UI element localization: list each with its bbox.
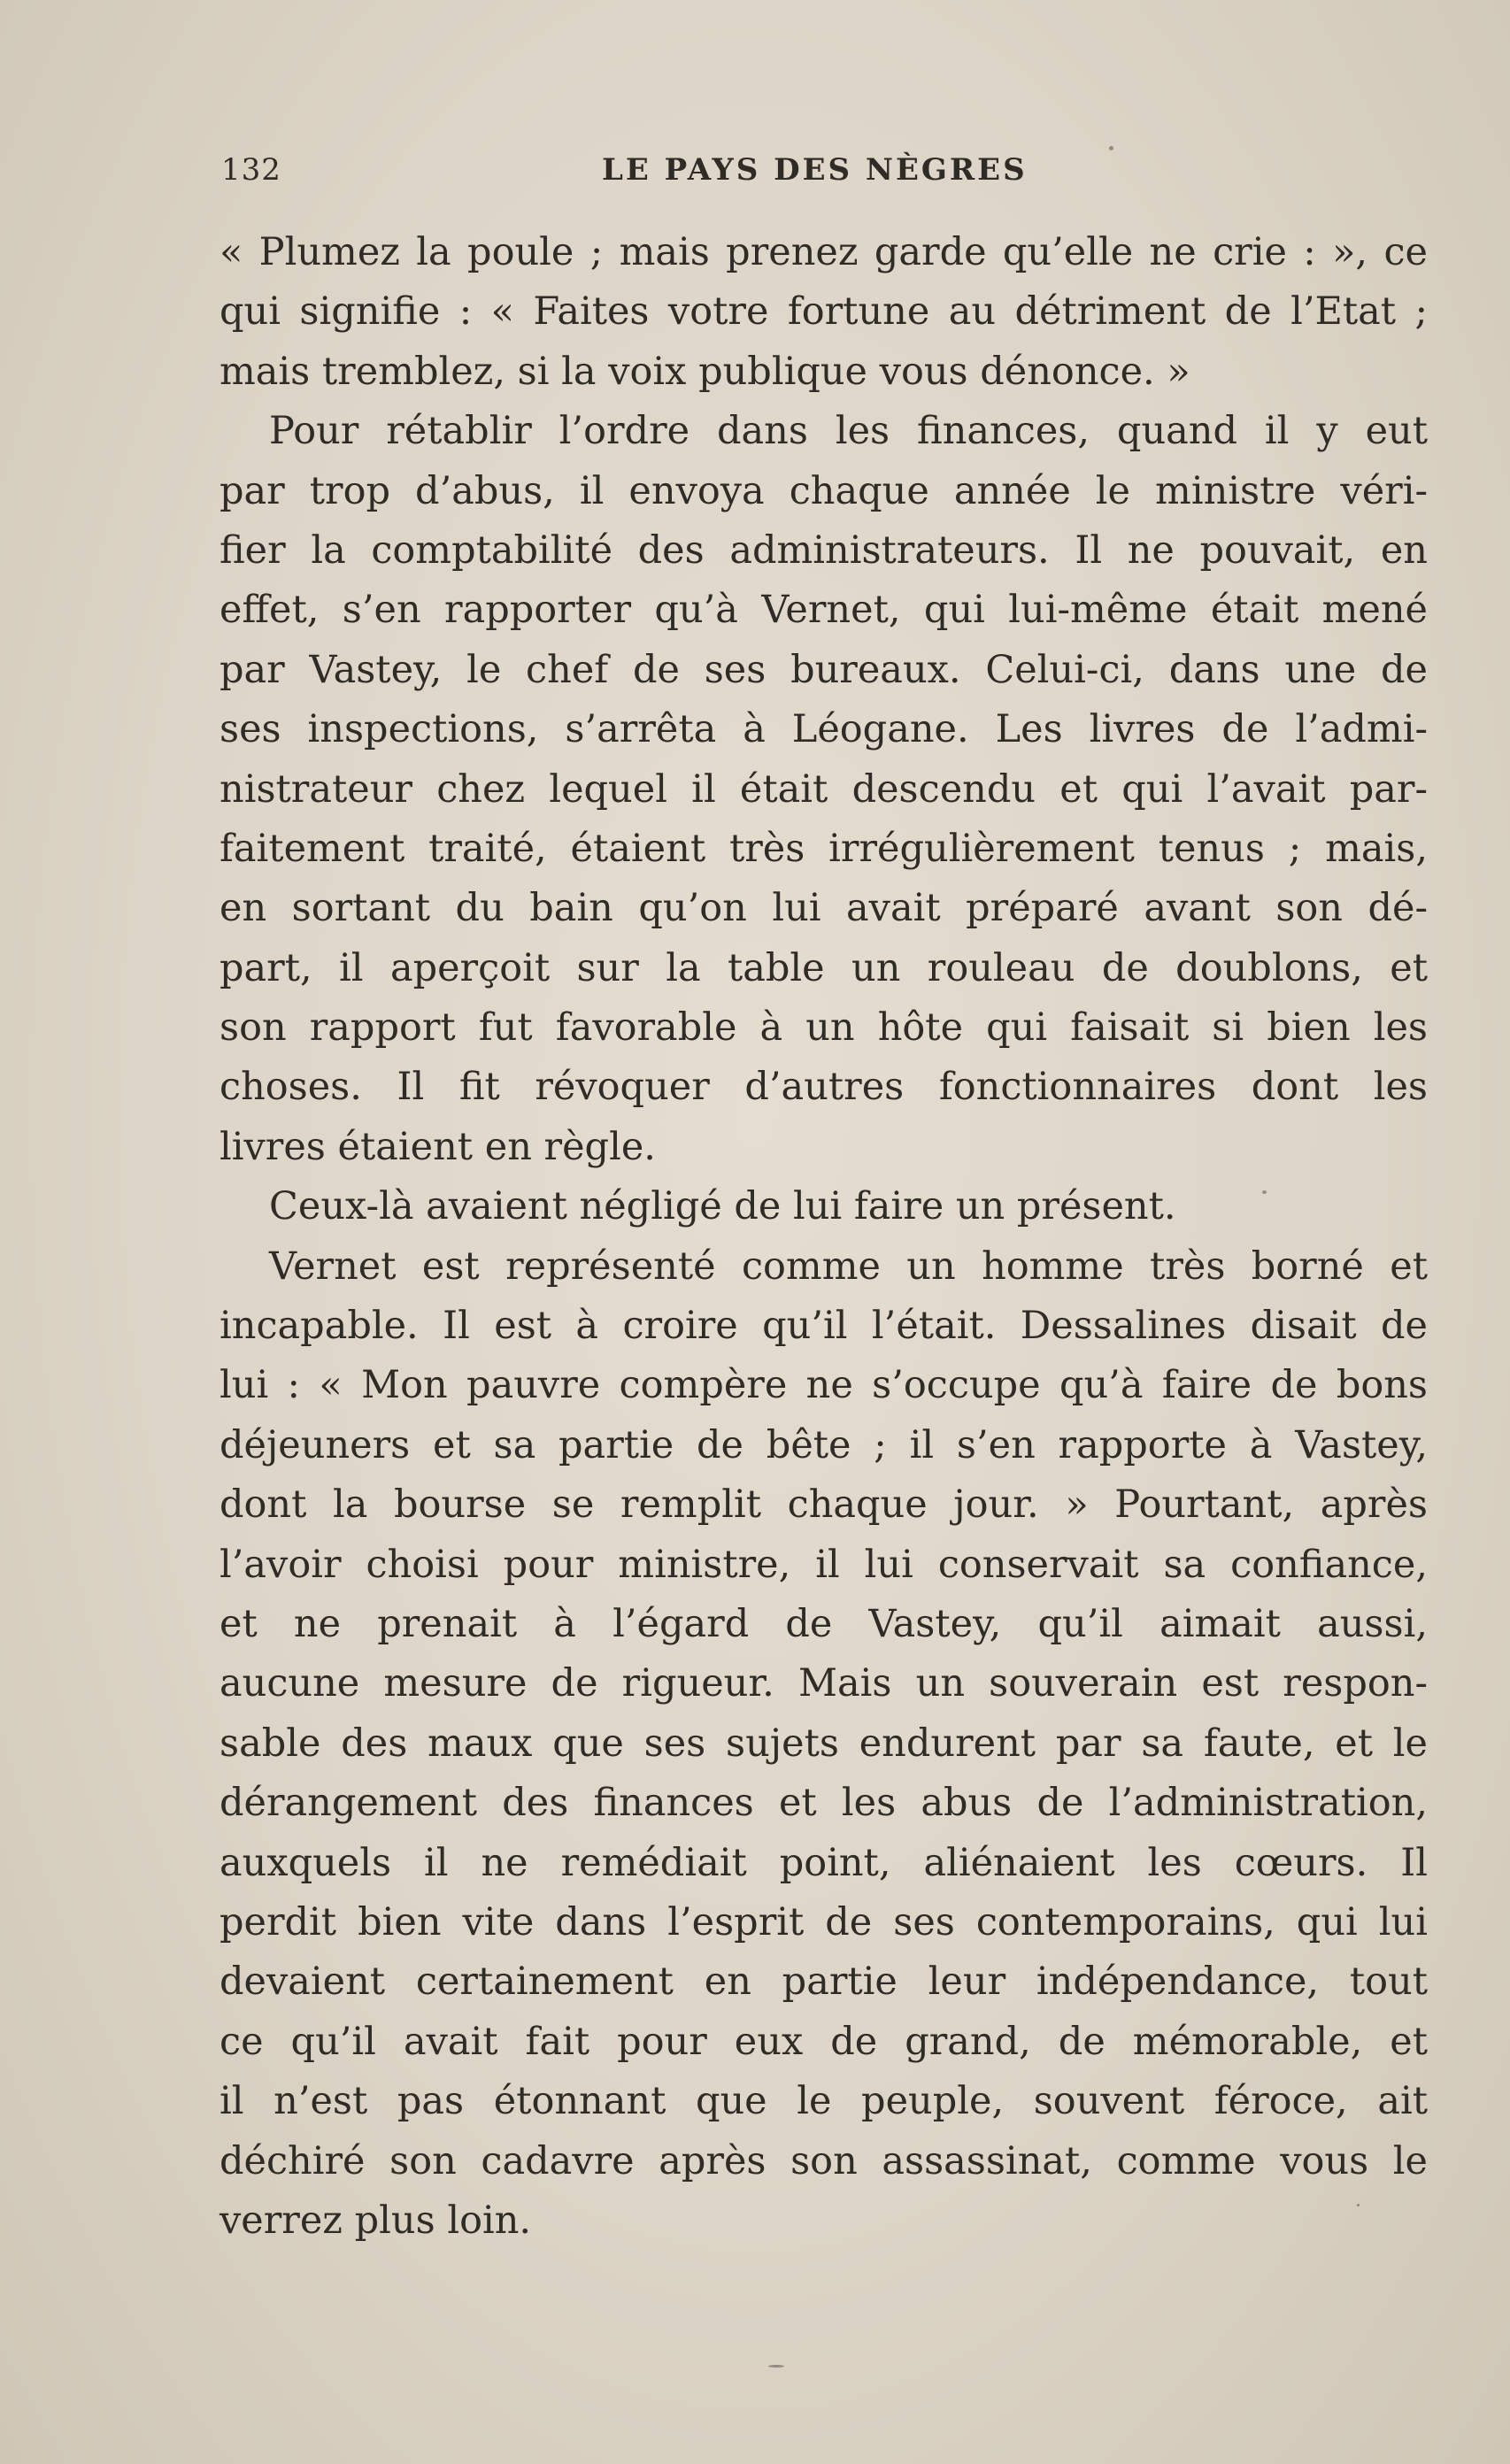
text-line: verrez plus loin.	[220, 2198, 532, 2243]
body-text	[220, 223, 1428, 2251]
paper-speck	[768, 2365, 784, 2368]
text-line: Pour rétablir l’ordre dans les finances, quand il y eut	[269, 409, 1428, 454]
text-line: effet, s’en rapporter qu’à Vernet, qui lui-même était mené	[220, 588, 1428, 633]
text-line: faitement traité, étaient très irrégulièrement tenus ; mais,	[220, 826, 1428, 871]
text-line: ce qu’il avait fait pour eux de grand, de mémorable, et	[220, 2019, 1428, 2064]
text-line: auxquels il ne remédiait point, aliénaient les cœurs. Il	[220, 1840, 1428, 1885]
text-line: par Vastey, le chef de ses bureaux. Celui-ci, dans une de	[220, 647, 1428, 692]
text-line: nistrateur chez lequel il était descendu et qui l’avait par-	[220, 766, 1428, 812]
text-line: choses. Il fit révoquer d’autres fonctionnaires dont les	[220, 1065, 1428, 1110]
text-line: son rapport fut favorable à un hôte qui faisait si bien les	[220, 1005, 1428, 1051]
text-line: dérangement des finances et les abus de l’administration,	[220, 1781, 1428, 1826]
text-line: lui : « Mon pauvre compère ne s’occupe qu’à faire de bons	[220, 1363, 1428, 1408]
text-line: incapable. Il est à croire qu’il l’était. Dessalines disait de	[220, 1304, 1428, 1349]
text-line: en sortant du bain qu’on lui avait préparé avant son dé-	[220, 886, 1428, 931]
text-line: mais tremblez, si la voix publique vous dénonce. »	[220, 349, 1190, 394]
text-line: par trop d’abus, il envoya chaque année le ministre véri-	[220, 468, 1428, 513]
text-line: livres étaient en règle.	[220, 1124, 656, 1169]
text-line: dont la bourse se remplit chaque jour. » Pourtant, après	[220, 1482, 1428, 1528]
text-line: qui signifie : « Faites votre fortune au détriment de l’Etat ;	[220, 289, 1428, 335]
text-line: devaient certainement en partie leur indépendance, tout	[220, 1960, 1428, 2005]
text-line: déchiré son cadavre après son assassinat, comme vous le	[220, 2138, 1428, 2183]
text-line: l’avoir choisi pour ministre, il lui conservait sa confiance,	[220, 1542, 1428, 1587]
text-line: et ne prenait à l’égard de Vastey, qu’il aimait aussi,	[220, 1601, 1428, 1646]
text-line: ses inspections, s’arrêta à Léogane. Les livres de l’admi-	[220, 707, 1428, 752]
text-line: « Plumez la poule ; mais prenez garde qu’elle ne crie : », ce	[220, 230, 1428, 274]
text-line: part, il aperçoit sur la table un rouleau de doublons, et	[220, 945, 1428, 990]
text-line: déjeuners et sa partie de bête ; il s’en rapporte à Vastey,	[220, 1422, 1428, 1467]
paper-speck	[1109, 146, 1113, 150]
page-number: 132	[221, 152, 281, 188]
paper-speck	[1357, 2204, 1360, 2206]
paper-speck	[1262, 1190, 1267, 1194]
text-line: sable des maux que ses sujets endurent par sa faute, et le	[220, 1721, 1428, 1766]
text-line: Ceux-là avaient négligé de lui faire un présent.	[269, 1184, 1176, 1229]
text-line: fier la comptabilité des administrateurs. Il ne pouvait, en	[220, 527, 1428, 573]
text-line: il n’est pas étonnant que le peuple, souvent féroce, ait	[220, 2079, 1428, 2124]
running-title: LE PAYS DES NÈGRES	[602, 152, 1028, 188]
page-header	[221, 152, 1429, 202]
text-line: aucune mesure de rigueur. Mais un souverain est respon-	[220, 1661, 1428, 1706]
text-line: perdit bien vite dans l’esprit de ses contemporains, qui lui	[220, 1899, 1428, 1944]
text-line: Vernet est représenté comme un homme très borné et	[269, 1244, 1428, 1289]
